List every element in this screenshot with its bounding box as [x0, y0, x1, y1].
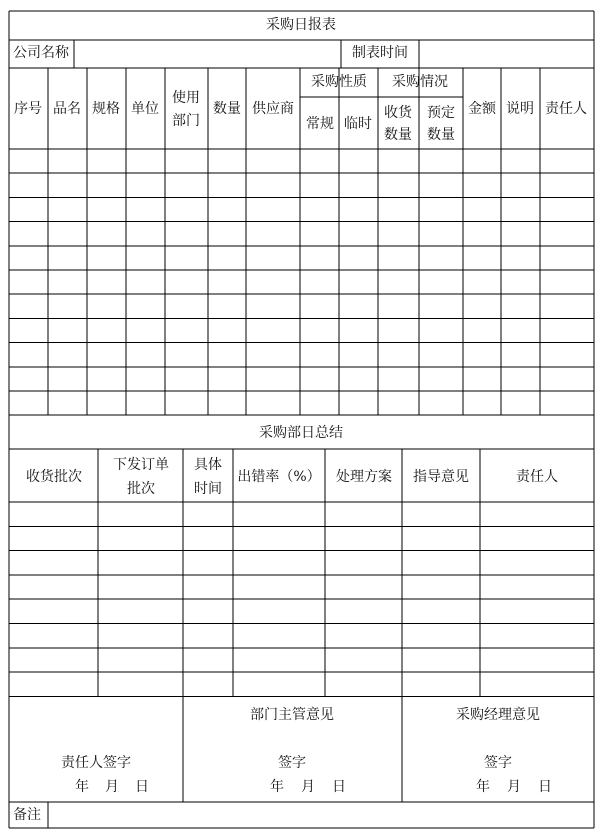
summary-table-cell[interactable] [402, 502, 480, 526]
daily-table-cell[interactable] [501, 318, 540, 342]
daily-table-cell[interactable] [208, 343, 246, 367]
summary-table-cell[interactable] [9, 502, 98, 526]
summary-header-orders-line1: 下发订单 [113, 457, 169, 473]
daily-table-cell[interactable] [9, 270, 48, 294]
summary-table-cell[interactable] [9, 672, 98, 696]
summary-table-cell[interactable] [98, 502, 183, 526]
form-title: 采购日报表 [266, 17, 336, 33]
daily-table-cell[interactable] [246, 197, 300, 221]
daily-table-cell[interactable] [378, 173, 419, 197]
summary-title: 采购部日总结 [259, 425, 343, 441]
daily-table-cell[interactable] [165, 222, 208, 246]
header-unit: 单位 [131, 101, 159, 117]
daily-table-cell[interactable] [165, 149, 208, 173]
summary-table-cell[interactable] [325, 575, 402, 599]
summary-table-cell[interactable] [233, 672, 325, 696]
remark-field[interactable] [48, 802, 594, 828]
daily-table-cell[interactable] [208, 270, 246, 294]
daily-table-cell[interactable] [165, 318, 208, 342]
daily-table-cell[interactable] [419, 343, 463, 367]
header-product-name: 品名 [53, 101, 81, 117]
summary-table-cell[interactable] [325, 648, 402, 672]
daily-table-cell[interactable] [87, 246, 126, 270]
summary-header-handling-plan: 处理方案 [336, 469, 392, 485]
daily-table-cell[interactable] [300, 197, 339, 221]
header-amount: 金额 [468, 101, 496, 117]
daily-table-cell[interactable] [300, 222, 339, 246]
daily-table-cell[interactable] [501, 343, 540, 367]
daily-table-cell[interactable] [48, 246, 87, 270]
daily-table-cell[interactable] [9, 222, 48, 246]
summary-table-cell[interactable] [480, 526, 594, 550]
summary-table-cell[interactable] [325, 624, 402, 648]
daily-table-cell[interactable] [9, 343, 48, 367]
daily-table-cell[interactable] [419, 246, 463, 270]
daily-table-cell[interactable] [339, 294, 378, 318]
daily-table-cell[interactable] [300, 270, 339, 294]
daily-table-cell[interactable] [9, 294, 48, 318]
summary-table-cell[interactable] [480, 672, 594, 696]
summary-table-cell[interactable] [183, 502, 233, 526]
daily-table-cell[interactable] [339, 246, 378, 270]
daily-table-cell[interactable] [48, 173, 87, 197]
summary-table-cell[interactable] [402, 526, 480, 550]
summary-table-cell[interactable] [325, 502, 402, 526]
made-time-label: 制表时间 [352, 45, 408, 61]
daily-table-cell[interactable] [9, 173, 48, 197]
summary-table-cell[interactable] [325, 672, 402, 696]
daily-table-cell[interactable] [246, 149, 300, 173]
daily-table-cell[interactable] [463, 197, 501, 221]
daily-table-cell[interactable] [419, 294, 463, 318]
daily-table-cell[interactable] [378, 318, 419, 342]
daily-table-cell[interactable] [165, 173, 208, 197]
daily-table-cell[interactable] [300, 367, 339, 391]
daily-table-cell[interactable] [9, 246, 48, 270]
daily-table-cell[interactable] [540, 391, 594, 415]
daily-table-cell[interactable] [48, 391, 87, 415]
summary-header-received-batches: 收货批次 [26, 469, 82, 485]
summary-table-cell[interactable] [402, 575, 480, 599]
summary-table-cell[interactable] [183, 526, 233, 550]
daily-table-cell[interactable] [126, 197, 165, 221]
summary-table-cell[interactable] [98, 599, 183, 623]
daily-table-cell[interactable] [540, 197, 594, 221]
summary-header-time-line1: 具体 [194, 457, 222, 473]
summary-table-cell[interactable] [9, 526, 98, 550]
summary-table-cell[interactable] [183, 575, 233, 599]
daily-table-cell[interactable] [501, 367, 540, 391]
daily-table-cell[interactable] [463, 222, 501, 246]
daily-table-cell[interactable] [9, 197, 48, 221]
daily-table-cell[interactable] [339, 222, 378, 246]
daily-table-cell[interactable] [501, 222, 540, 246]
header-purchase-nature: 采购性质 [311, 74, 367, 90]
header-nature-temporary: 临时 [344, 116, 372, 132]
header-received-line2: 数量 [384, 127, 412, 143]
header-quantity: 数量 [213, 101, 241, 117]
daily-table-cell[interactable] [419, 391, 463, 415]
daily-table-cell[interactable] [48, 197, 87, 221]
company-name-field[interactable] [74, 40, 341, 68]
daily-table-cell[interactable] [208, 391, 246, 415]
summary-table-cell[interactable] [480, 599, 594, 623]
daily-table-cell[interactable] [165, 270, 208, 294]
daily-table-cell[interactable] [339, 270, 378, 294]
daily-table-cell[interactable] [300, 391, 339, 415]
owner-signature-area[interactable] [9, 696, 183, 802]
daily-table-cell[interactable] [208, 222, 246, 246]
summary-table-cell[interactable] [480, 575, 594, 599]
daily-table-cell[interactable] [463, 246, 501, 270]
daily-table-cell[interactable] [246, 294, 300, 318]
summary-table-cell[interactable] [9, 624, 98, 648]
summary-header-error-rate: 出错率（%） [237, 469, 321, 485]
daily-table-cell[interactable] [501, 173, 540, 197]
daily-table-cell[interactable] [126, 294, 165, 318]
daily-table-cell[interactable] [48, 270, 87, 294]
daily-table-cell[interactable] [378, 197, 419, 221]
daily-table-cell[interactable] [300, 318, 339, 342]
daily-table-cell[interactable] [339, 149, 378, 173]
header-spec: 规格 [92, 101, 120, 117]
daily-table-cell[interactable] [378, 246, 419, 270]
daily-table-cell[interactable] [9, 367, 48, 391]
daily-table-cell[interactable] [501, 294, 540, 318]
daily-table-cell[interactable] [165, 197, 208, 221]
daily-table-cell[interactable] [300, 343, 339, 367]
header-owner: 责任人 [545, 101, 587, 117]
daily-table-cell[interactable] [378, 294, 419, 318]
daily-table-cell[interactable] [339, 391, 378, 415]
summary-table-cell[interactable] [325, 599, 402, 623]
summary-header-owner: 责任人 [516, 469, 558, 485]
summary-table-cell[interactable] [98, 624, 183, 648]
summary-table-cell[interactable] [9, 599, 98, 623]
daily-table-cell[interactable] [208, 149, 246, 173]
daily-table-cell[interactable] [165, 391, 208, 415]
summary-header-guidance: 指导意见 [413, 469, 469, 485]
summary-table-cell[interactable] [183, 648, 233, 672]
summary-table-cell[interactable] [325, 551, 402, 575]
summary-table-cell[interactable] [480, 624, 594, 648]
daily-table-cell[interactable] [246, 246, 300, 270]
summary-table-cell[interactable] [233, 599, 325, 623]
daily-table-cell[interactable] [246, 270, 300, 294]
daily-table-cell[interactable] [463, 294, 501, 318]
daily-table-cell[interactable] [463, 391, 501, 415]
summary-table-cell[interactable] [98, 526, 183, 550]
daily-table-cell[interactable] [246, 222, 300, 246]
daily-table-cell[interactable] [48, 149, 87, 173]
daily-table-cell[interactable] [246, 318, 300, 342]
daily-table-cell[interactable] [208, 197, 246, 221]
daily-table-cell[interactable] [126, 149, 165, 173]
manager-opinion-area[interactable] [402, 696, 594, 802]
daily-table-cell[interactable] [339, 173, 378, 197]
daily-table-cell[interactable] [540, 343, 594, 367]
daily-table-cell[interactable] [540, 294, 594, 318]
daily-table-cell[interactable] [48, 222, 87, 246]
summary-header-time-line2: 时间 [194, 481, 222, 497]
summary-table-cell[interactable] [233, 624, 325, 648]
daily-table-cell[interactable] [378, 270, 419, 294]
daily-table-cell[interactable] [378, 149, 419, 173]
daily-table-cell[interactable] [87, 318, 126, 342]
summary-table-cell[interactable] [402, 648, 480, 672]
daily-table-cell[interactable] [540, 367, 594, 391]
summary-table-cell[interactable] [402, 624, 480, 648]
daily-table-cell[interactable] [87, 391, 126, 415]
summary-table-cell[interactable] [233, 551, 325, 575]
daily-table-cell[interactable] [463, 149, 501, 173]
daily-table-cell[interactable] [419, 197, 463, 221]
summary-table-cell[interactable] [233, 526, 325, 550]
daily-table-cell[interactable] [126, 173, 165, 197]
daily-table-cell[interactable] [540, 246, 594, 270]
header-seq: 序号 [14, 101, 42, 117]
daily-table-cell[interactable] [9, 391, 48, 415]
summary-table-cell[interactable] [98, 551, 183, 575]
summary-table-cell[interactable] [183, 672, 233, 696]
summary-table-cell[interactable] [325, 526, 402, 550]
daily-table-cell[interactable] [339, 318, 378, 342]
daily-table-cell[interactable] [48, 343, 87, 367]
header-planned-line1: 预定 [427, 105, 455, 121]
daily-table-cell[interactable] [87, 294, 126, 318]
daily-table-cell[interactable] [339, 343, 378, 367]
summary-table-cell[interactable] [98, 672, 183, 696]
daily-table-cell[interactable] [463, 270, 501, 294]
summary-table-cell[interactable] [402, 551, 480, 575]
remark-label: 备注 [13, 807, 41, 823]
summary-table-cell[interactable] [402, 599, 480, 623]
daily-table-cell[interactable] [48, 318, 87, 342]
summary-table-cell[interactable] [9, 575, 98, 599]
daily-table-cell[interactable] [501, 197, 540, 221]
daily-table-cell[interactable] [208, 367, 246, 391]
summary-table-cell[interactable] [98, 648, 183, 672]
daily-table-cell[interactable] [165, 294, 208, 318]
header-planned-line2: 数量 [427, 127, 455, 143]
daily-table-cell[interactable] [501, 391, 540, 415]
made-time-field[interactable] [419, 40, 594, 68]
daily-table-cell[interactable] [419, 318, 463, 342]
header-nature-regular: 常规 [306, 116, 334, 132]
summary-table-cell[interactable] [9, 551, 98, 575]
daily-table-cell[interactable] [165, 367, 208, 391]
dept-head-opinion-area[interactable] [183, 696, 402, 802]
daily-table-cell[interactable] [126, 367, 165, 391]
summary-table-cell[interactable] [480, 502, 594, 526]
daily-table-cell[interactable] [165, 343, 208, 367]
daily-table-cell[interactable] [208, 318, 246, 342]
daily-table-cell[interactable] [501, 270, 540, 294]
daily-table-cell[interactable] [126, 246, 165, 270]
daily-table-cell[interactable] [246, 391, 300, 415]
daily-table-cell[interactable] [339, 197, 378, 221]
daily-table-cell[interactable] [87, 173, 126, 197]
header-purchase-situation: 采购情况 [392, 74, 448, 90]
daily-table-cell[interactable] [126, 270, 165, 294]
summary-table-cell[interactable] [9, 648, 98, 672]
daily-table-cell[interactable] [9, 318, 48, 342]
summary-table-cell[interactable] [233, 502, 325, 526]
daily-table-cell[interactable] [87, 367, 126, 391]
daily-table-cell[interactable] [378, 391, 419, 415]
daily-table-cell[interactable] [165, 246, 208, 270]
daily-table-cell[interactable] [48, 294, 87, 318]
daily-table-cell[interactable] [540, 318, 594, 342]
daily-table-cell[interactable] [246, 367, 300, 391]
daily-table-cell[interactable] [87, 222, 126, 246]
summary-table-cell[interactable] [183, 599, 233, 623]
daily-table-cell[interactable] [208, 246, 246, 270]
daily-table-cell[interactable] [126, 222, 165, 246]
daily-table-cell[interactable] [126, 318, 165, 342]
daily-table-cell[interactable] [300, 294, 339, 318]
summary-table-cell[interactable] [98, 575, 183, 599]
daily-table-cell[interactable] [540, 173, 594, 197]
daily-table-cell[interactable] [339, 367, 378, 391]
summary-table-cell[interactable] [480, 648, 594, 672]
daily-table-cell[interactable] [246, 173, 300, 197]
summary-table-cell[interactable] [183, 551, 233, 575]
daily-table-cell[interactable] [501, 149, 540, 173]
daily-table-cell[interactable] [463, 318, 501, 342]
daily-table-cell[interactable] [378, 343, 419, 367]
summary-table-cell[interactable] [233, 575, 325, 599]
company-name-label: 公司名称 [13, 45, 69, 61]
daily-table-cell[interactable] [300, 246, 339, 270]
daily-table-cell[interactable] [87, 270, 126, 294]
daily-table-cell[interactable] [208, 294, 246, 318]
header-received-line1: 收货 [384, 105, 412, 121]
daily-table-cell[interactable] [419, 222, 463, 246]
daily-table-cell[interactable] [300, 173, 339, 197]
daily-table-cell[interactable] [126, 343, 165, 367]
daily-table-cell[interactable] [540, 149, 594, 173]
daily-table-cell[interactable] [463, 173, 501, 197]
header-note: 说明 [506, 101, 534, 117]
daily-table-cell[interactable] [9, 149, 48, 173]
daily-table-cell[interactable] [419, 173, 463, 197]
daily-table-cell[interactable] [540, 222, 594, 246]
header-dept-line1: 使用 [172, 90, 200, 106]
daily-table-cell[interactable] [540, 270, 594, 294]
daily-table-cell[interactable] [378, 367, 419, 391]
daily-table-cell[interactable] [378, 222, 419, 246]
header-supplier: 供应商 [252, 101, 294, 117]
summary-header-orders-line2: 批次 [127, 481, 155, 497]
header-dept-line2: 部门 [172, 113, 200, 129]
daily-table-cell[interactable] [87, 197, 126, 221]
daily-table-cell[interactable] [419, 149, 463, 173]
summary-table-cell[interactable] [402, 672, 480, 696]
daily-table-cell[interactable] [208, 173, 246, 197]
daily-table-cell[interactable] [126, 391, 165, 415]
daily-table-cell[interactable] [419, 270, 463, 294]
daily-table-cell[interactable] [246, 343, 300, 367]
daily-table-cell[interactable] [463, 343, 501, 367]
summary-table-cell[interactable] [183, 624, 233, 648]
daily-table-cell[interactable] [419, 367, 463, 391]
daily-table-cell[interactable] [87, 343, 126, 367]
summary-table-cell[interactable] [233, 648, 325, 672]
daily-table-cell[interactable] [48, 367, 87, 391]
daily-table-cell[interactable] [87, 149, 126, 173]
daily-table-cell[interactable] [300, 149, 339, 173]
summary-table-cell[interactable] [480, 551, 594, 575]
daily-table-cell[interactable] [463, 367, 501, 391]
daily-table-cell[interactable] [501, 246, 540, 270]
